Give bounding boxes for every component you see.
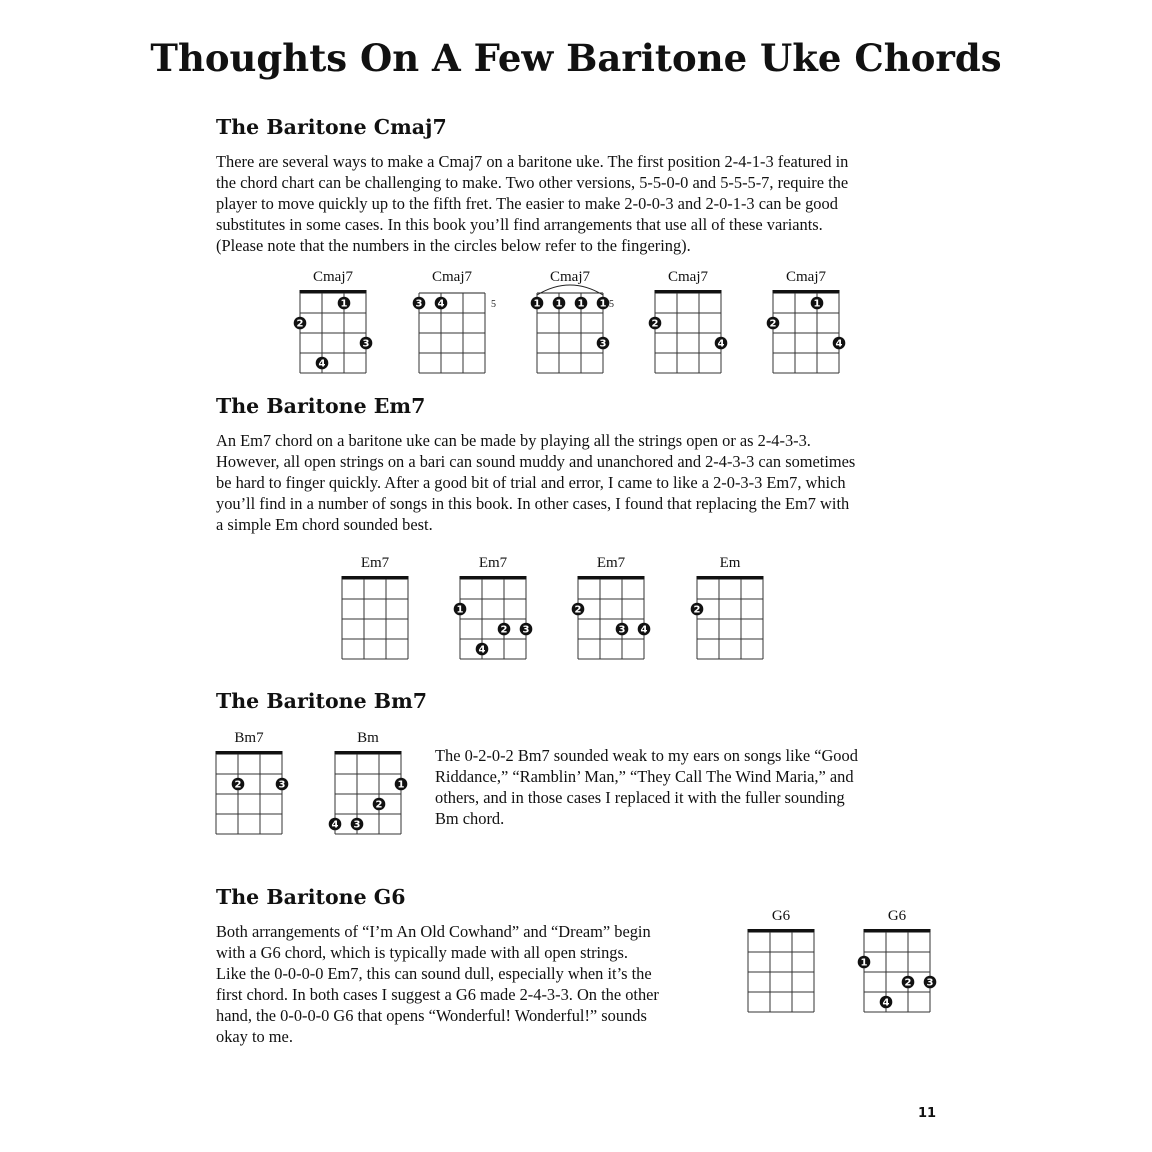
chord-grid <box>677 569 793 669</box>
text-line: the chord chart can be challenging to make. Two other versions, 5-5-0-0 and 5-5-5-7, require the <box>216 173 849 192</box>
section-text-cmaj7 <box>216 151 848 256</box>
finger-number: 4 <box>331 819 339 831</box>
page-title: Thoughts On A Few Baritone Uke Chords <box>150 36 1002 80</box>
chord-name: Em7 <box>596 555 626 571</box>
section-text-em7 <box>216 430 855 535</box>
chord-name: Em <box>719 555 741 571</box>
text-line: first chord. In both cases I suggest a G6 made 2-4-3-3. On the other <box>216 985 659 1004</box>
text-line: Like the 0-0-0-0 Em7, this can sound dull, especially when it’s the <box>216 964 652 983</box>
chord-name: G6 <box>887 908 907 924</box>
chord-grid <box>322 569 438 669</box>
text-line: (Please note that the numbers in the circles below refer to the fingering). <box>216 236 691 255</box>
text-line: with a G6 chord, which is typically made with all open strings. <box>216 943 628 962</box>
chord-name: Cmaj7 <box>313 269 353 285</box>
nut <box>655 290 722 294</box>
nut <box>864 929 931 933</box>
finger-number: 1 <box>340 298 348 310</box>
section-text-bm7 <box>435 745 858 829</box>
chord-grid <box>635 283 751 383</box>
finger-number: 4 <box>437 298 445 310</box>
chord-name: Em7 <box>360 555 390 571</box>
text-line: However, all open strings on a bari can sound muddy and unanchored and 2-4-3-3 can sometimes <box>216 452 856 471</box>
chord-grid <box>280 283 396 383</box>
text-line: Riddance,” “Ramblin’ Man,” “They Call The Wind Maria,” and <box>435 767 854 786</box>
section-heading-bm7: The Baritone Bm7 <box>216 689 428 713</box>
chord-name: Cmaj7 <box>786 269 826 285</box>
nut <box>216 751 283 755</box>
finger-number: 4 <box>318 358 326 370</box>
chord-grid <box>728 922 844 1022</box>
finger-number: 1 <box>533 298 541 310</box>
chord-name: Em7 <box>478 555 508 571</box>
chord-name: G6 <box>771 908 791 924</box>
finger-number: 3 <box>599 338 607 350</box>
text-line: be hard to finger quickly. After a good bit of trial and error, I came to like a 2-0-3-3 Em7, which <box>216 473 846 492</box>
finger-number: 3 <box>415 298 423 310</box>
finger-number: 2 <box>234 779 242 791</box>
finger-number: 2 <box>574 604 582 616</box>
nut <box>748 929 815 933</box>
text-line: substitutes in some cases. In this book you’ll find arrangements that use all of these variants. <box>216 215 823 234</box>
chord-name: Bm7 <box>234 730 264 746</box>
finger-number: 2 <box>904 977 912 989</box>
finger-number: 2 <box>500 624 508 636</box>
chord-grid <box>440 569 556 669</box>
chord-grid <box>753 283 869 383</box>
finger-number: 1 <box>397 779 405 791</box>
text-line: Bm chord. <box>435 809 505 828</box>
finger-number: 1 <box>456 604 464 616</box>
text-line: okay to me. <box>216 1027 293 1046</box>
finger-number: 2 <box>296 318 304 330</box>
fret-position-label: 5 <box>609 299 614 310</box>
text-line: player to move quickly up to the fifth fret. The easier to make 2-0-0-3 and 2-0-1-3 can be good <box>216 194 838 213</box>
nut <box>335 751 402 755</box>
nut <box>460 576 527 580</box>
finger-number: 1 <box>599 298 607 310</box>
section-text-g6 <box>216 921 659 1047</box>
chord-grid <box>558 569 674 669</box>
fret-position-label: 5 <box>491 299 496 310</box>
finger-number: 4 <box>835 338 843 350</box>
finger-number: 3 <box>278 779 286 791</box>
finger-number: 2 <box>769 318 777 330</box>
finger-number: 4 <box>478 644 486 656</box>
section-heading-cmaj7: The Baritone Cmaj7 <box>216 115 447 139</box>
nut <box>578 576 645 580</box>
finger-number: 4 <box>717 338 725 350</box>
finger-number: 3 <box>926 977 934 989</box>
finger-number: 1 <box>577 298 585 310</box>
chord-grid <box>315 744 431 844</box>
text-line: There are several ways to make a Cmaj7 on a baritone uke. The first position 2-4-1-3 featured in <box>216 152 849 171</box>
finger-number: 3 <box>353 819 361 831</box>
finger-number: 3 <box>362 338 370 350</box>
chord-grid <box>517 283 633 383</box>
chord-grid <box>844 922 960 1022</box>
nut <box>773 290 840 294</box>
finger-number: 2 <box>375 799 383 811</box>
text-line: you’ll find in a number of songs in this book. In other cases, I found that replacing the Em7 with <box>216 494 850 513</box>
finger-number: 4 <box>640 624 648 636</box>
chord-grid <box>399 283 515 383</box>
chord-name: Cmaj7 <box>668 269 708 285</box>
finger-number: 3 <box>618 624 626 636</box>
finger-number: 3 <box>522 624 530 636</box>
page-number: 11 <box>918 1106 937 1121</box>
section-heading-em7: The Baritone Em7 <box>216 394 426 418</box>
chord-name: Bm <box>357 730 379 746</box>
finger-number: 1 <box>555 298 563 310</box>
text-line: hand, the 0-0-0-0 G6 that opens “Wonderful! Wonderful!” sounds <box>216 1006 647 1025</box>
text-line: a simple Em chord sounded best. <box>216 515 433 534</box>
text-line: Both arrangements of “I’m An Old Cowhand” and “Dream” begin <box>216 922 651 941</box>
text-line: The 0-2-0-2 Bm7 sounded weak to my ears on songs like “Good <box>435 746 858 765</box>
nut <box>300 290 367 294</box>
chord-name: Cmaj7 <box>432 269 472 285</box>
chord-grid <box>196 744 312 844</box>
nut <box>697 576 764 580</box>
text-line: An Em7 chord on a baritone uke can be made by playing all the strings open or as 2-4-3-3. <box>216 431 811 450</box>
finger-number: 1 <box>813 298 821 310</box>
finger-number: 4 <box>882 997 890 1009</box>
finger-number: 1 <box>860 957 868 969</box>
section-heading-g6: The Baritone G6 <box>216 885 406 909</box>
finger-number: 2 <box>651 318 659 330</box>
finger-number: 2 <box>693 604 701 616</box>
text-line: others, and in those cases I replaced it with the fuller sounding <box>435 788 845 807</box>
chord-name: Cmaj7 <box>550 269 590 285</box>
nut <box>342 576 409 580</box>
